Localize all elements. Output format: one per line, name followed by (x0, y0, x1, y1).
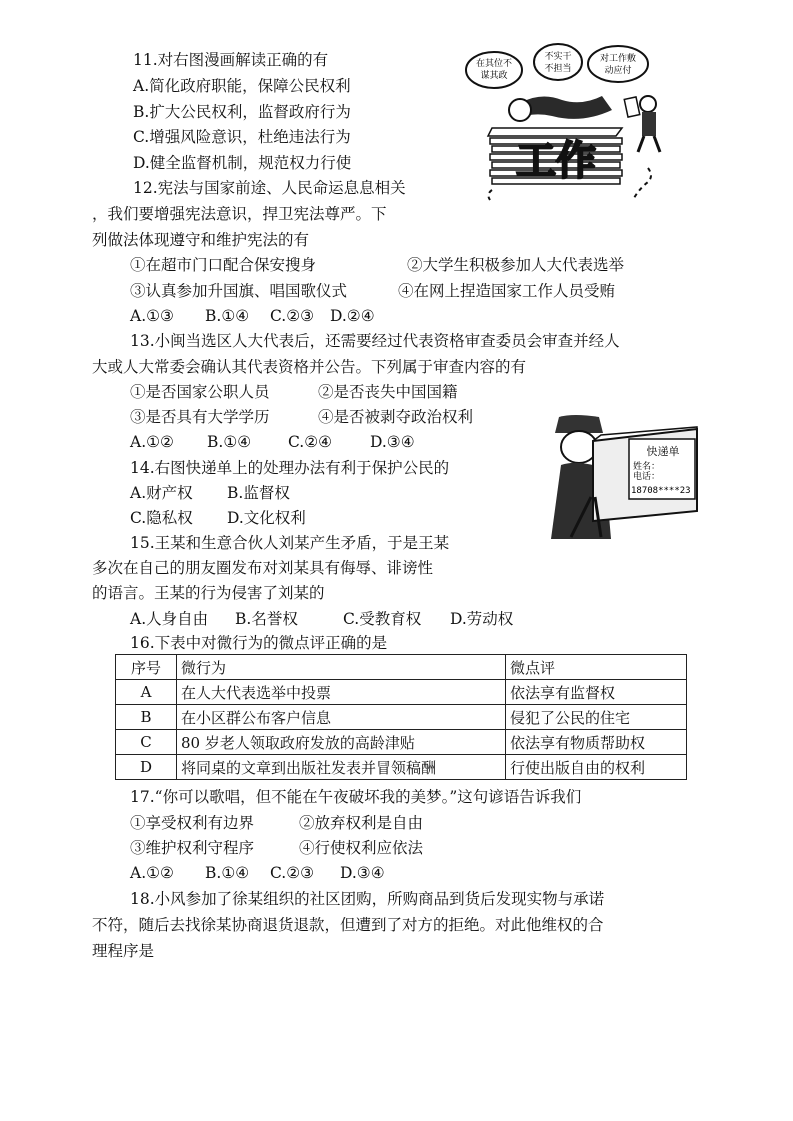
q11-comic-bubble-2 (534, 44, 582, 80)
q16-table (115, 654, 687, 780)
q17-item-3: ③维护权利守程序 (130, 839, 255, 857)
q17-option-b: B.①④ (205, 864, 250, 882)
q12-stem-line3: 列做法体现遵守和维护宪法的有 (92, 231, 310, 249)
q16-row-d-number: D (116, 755, 177, 780)
q14-label-title: 快递单 (646, 445, 680, 458)
table-row (116, 705, 687, 730)
q11-comic-runner-body (642, 112, 656, 136)
q11-option-c: C.增强风险意识，杜绝违法行为 (133, 128, 351, 146)
q14-option-c: C.隐私权 (130, 509, 193, 527)
q12-option-d: D.②④ (330, 307, 375, 325)
q11-stem: 11.对右图漫画解读正确的有 (133, 51, 329, 69)
q13-stem-line2: 大或人大常委会确认其代表资格并公告。下列属于审查内容的有 (92, 358, 527, 376)
q15-stem-line2: 多次在自己的朋友圈发布对刘某具有侮辱、诽谤性 (92, 559, 434, 577)
q15-option-c: C.受教育权 (343, 610, 422, 628)
q12-item-2: ②大学生积极参加人大代表选举 (407, 256, 625, 274)
q11-comic-runner-paper (624, 97, 639, 117)
q16-stem: 16.下表中对微行为的微点评正确的是 (130, 634, 388, 652)
q17-item-4: ④行使权利应依法 (299, 839, 424, 857)
q11-comic-bubble-3 (588, 46, 648, 82)
table-row (116, 680, 687, 705)
q11-comic-figure-head (509, 99, 531, 121)
q17-option-d: D.③④ (340, 864, 385, 882)
q12-option-a: A.①③ (130, 307, 174, 325)
q17-stem: 17.“你可以歌唱，但不能在午夜破坏我的美梦。”这句谚语告诉我们 (130, 788, 582, 806)
q13-item-3: ③是否具有大学学历 (130, 408, 270, 426)
q12-stem-line1: 12.宪法与国家前途、人民命运息息相关 (133, 179, 406, 197)
q11-comic-bubble-2-text-b: 不担当 (544, 64, 572, 74)
q16-row-d-comment: 行使出版自由的权利 (506, 755, 687, 780)
q13-option-c: C.②④ (288, 433, 333, 451)
q16-table-header (116, 655, 687, 680)
q16-row-c-number: C (116, 730, 177, 755)
q15-option-a: A.人身自由 (130, 610, 209, 628)
q14-label-name: 姓名： (633, 462, 661, 472)
q11-comic-illustration (462, 40, 667, 202)
q18-stem-line3: 理程序是 (92, 942, 155, 960)
table-row (116, 730, 687, 755)
q11-comic-bubble-3-text-a: 对工作敷 (599, 54, 637, 64)
q15-stem-line3: 的语言。王某的行为侵害了刘某的 (92, 584, 325, 602)
q17-item-1: ①享受权利有边界 (130, 814, 255, 832)
q12-option-b: B.①④ (205, 307, 250, 325)
q16-row-b-behavior: 在小区群公布客户信息 (177, 705, 506, 730)
q13-stem-line1: 13.小闽当选区人大代表后，还需要经过代表资格审查委员会审查并经人 (130, 332, 620, 350)
q16-header-comment: 微点评 (506, 655, 687, 680)
q11-comic-runner-head (640, 96, 656, 112)
q13-option-b: B.①④ (207, 433, 252, 451)
q12-option-c: C.②③ (270, 307, 315, 325)
table-row (116, 755, 687, 780)
q14-label-phone: 电话： (633, 472, 661, 482)
q14-label-number: 18708****23 (631, 486, 691, 496)
q17-option-c: C.②③ (270, 864, 315, 882)
q16-row-a-behavior: 在人大代表选举中投票 (177, 680, 506, 705)
q11-option-d: D.健全监督机制，规范权力行使 (133, 154, 352, 172)
q16-row-d-behavior: 将同桌的文章到出版社发表并冒领稿酬 (177, 755, 506, 780)
q14-courier-illustration (551, 413, 699, 546)
q16-row-a-number: A (116, 680, 177, 705)
q12-item-1: ①在超市门口配合保安搜身 (130, 256, 317, 274)
q18-stem-line1: 18.小风参加了徐某组织的社区团购，所购商品到货后发现实物与承诺 (130, 890, 605, 908)
q11-comic-bubble-3-text-b: 动应付 (604, 66, 632, 76)
q16-header-number: 序号 (116, 655, 177, 680)
q14-option-d: D.文化权利 (227, 509, 306, 527)
q13-option-a: A.①② (130, 433, 174, 451)
q18-stem-line2: 不符，随后去找徐某协商退货退款，但遭到了对方的拒绝。对此他维权的合 (92, 916, 604, 934)
q14-courier-head (561, 431, 597, 463)
q16-row-a-comment: 依法享有监督权 (506, 680, 687, 705)
q17-item-2: ②放弃权利是自由 (299, 814, 424, 832)
q11-comic-bubble-1 (466, 52, 522, 88)
q13-item-4: ④是否被剥夺政治权利 (318, 408, 474, 426)
q15-option-d: D.劳动权 (450, 610, 514, 628)
q11-comic-bubble-1-text-b: 谋其政 (480, 71, 508, 81)
q12-item-3: ③认真参加升国旗、唱国歌仪式 (130, 282, 348, 300)
q13-item-1: ①是否国家公职人员 (130, 383, 270, 401)
q13-option-d: D.③④ (370, 433, 415, 451)
q12-item-4: ④在网上捏造国家工作人员受贿 (398, 282, 616, 300)
q11-comic-runner-legs (638, 136, 660, 152)
q11-comic-pile-label: 工作 (516, 138, 596, 184)
q11-option-b: B.扩大公民权利，监督政府行为 (133, 103, 351, 121)
q11-comic-bubble-1-text-a: 在其位不 (475, 59, 513, 69)
q16-row-c-behavior: 80 岁老人领取政府发放的高龄津贴 (177, 730, 506, 755)
q14-option-b: B.监督权 (227, 484, 290, 502)
q16-header-behavior: 微行为 (177, 655, 506, 680)
q11-option-a: A.简化政府职能，保障公民权利 (133, 77, 351, 95)
q11-comic-bubble-2-text-a: 不实干 (544, 52, 572, 62)
q15-stem-line1: 15.王某和生意合伙人刘某产生矛盾，于是王某 (130, 534, 450, 552)
q16-row-b-comment: 侵犯了公民的住宅 (506, 705, 687, 730)
q15-option-b: B.名誉权 (235, 610, 298, 628)
q11-comic-figure-body (518, 96, 612, 119)
q14-stem: 14.右图快递单上的处理办法有利于保护公民的 (130, 459, 450, 477)
q16-row-b-number: B (116, 705, 177, 730)
q16-row-c-comment: 依法享有物质帮助权 (506, 730, 687, 755)
q14-option-a: A.财产权 (130, 484, 193, 502)
q17-option-a: A.①② (130, 864, 174, 882)
q12-stem-line2: ，我们要增强宪法意识，捍卫宪法尊严。下 (92, 205, 387, 223)
q13-item-2: ②是否丧失中国国籍 (318, 383, 458, 401)
